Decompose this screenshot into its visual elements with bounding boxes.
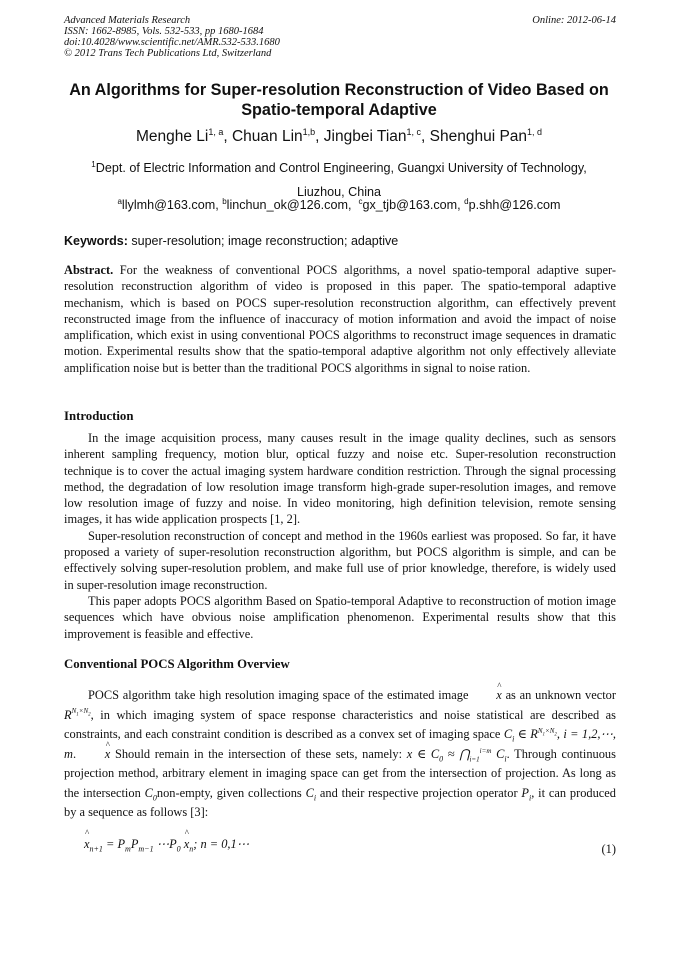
author-sup: 1, c	[406, 126, 422, 137]
r-space-symbol: $R^{N_1\times N_2}$	[64, 707, 91, 722]
c0-symbol: $C_0$	[144, 785, 157, 802]
author-name: Jingbei Tian	[323, 128, 407, 145]
abstract-text: For the weakness of conventional POCS algorithms, a novel spatio-temporal adaptive super-resolution reconstruction algorithm of video is proposed in this paper. The spatio-temporal adaptive mechanism, which is based on POCS super-resolution reconstruction algorithm, can effectively prevent reconstructed image from the influence of inaccuracy of motion information and avoid the impact of noise amplification, which exist in using conventional POCS algorithms to reconstruct image sequences in dramatic motion. Experimental results show that the spatio-temporal adaptive algorithm not only effectively alleviate amplification noise but is better than the traditional POCS algorithms in signal to noise ration.	[64, 263, 616, 375]
author-name: Shenghui Pan	[429, 128, 528, 145]
pocs-heading: Conventional POCS Algorithm Overview	[64, 657, 290, 671]
email-list: $^a$llylmh@163.com, $^b$linchun_ok@126.com, $^c$gx_tjb@163.com, $^d$p.shh@126.com	[117, 196, 561, 212]
journal-name: Advanced Materials Research	[64, 15, 191, 26]
pocs-body: POCS algorithm take high resolution imaging space of the estimated image ^ x as an unknown vector $R^{N_1\times N_2}$, in which imaging system of space response characteristics and noise statistical are described as constraints, and each constraint condition is described as a convex set of imaging space $C_i$ ∈ $R^{N_1\times N_2}$, i = 1,2,⋯, m. ^ x Should remain in the intersection of these sets, namely: x ∈ $C_0$ ≈ $⋂_{i=1}^{i=m}$ $C_i$. Through continuous projection method, arbitrary element in imaging space can get from the intersection of projection. As long as the intersection $C_0non$-empty, given collections $C_i$ and their respective projection operator $P_i$, it can produced by a sequence as follows [3]:	[64, 686, 616, 823]
keywords-label: Keywords:	[64, 234, 128, 248]
constraint-set-formula: $C_i$ ∈ $R^{N_1\times N_2}$, i = 1,2,⋯, m	[64, 726, 616, 761]
journal-header	[64, 15, 616, 59]
email-address: llylmh@163.com	[121, 198, 216, 212]
author-list: Menghe Li$^{1, a}$, Chuan Lin$^{1,b}$, Jingbei Tian$^{1, c}$, Shenghui Pan$^{1, d}$	[135, 126, 543, 145]
email-address: p.shh@126.com	[468, 198, 561, 212]
keywords-text: super-resolution; image reconstruction; adaptive	[131, 234, 399, 248]
online-date: Online: 2012-06-14	[532, 15, 616, 26]
x-hat-symbol: ^ x	[472, 686, 502, 706]
doi-line: doi:10.4028/www.scientific.net/AMR.532-533.1680	[64, 37, 280, 48]
pocs-sentence-3: , in which imaging system of space response characteristics and noise statistical are described as constraints, and each constraint condition is described as a convex set of imaging space	[64, 707, 616, 741]
email-sup: a	[117, 196, 122, 206]
email-address: linchun_ok@126.com	[226, 198, 348, 212]
intro-paragraph-2: Super-resolution reconstruction of concept and method in the 1960s earliest was proposed. So far, it have proposed a variety of super-resolution reconstruction algorithm, but POCS algorithm is simple, and can be effectively solving super-resolution problem, and make full use of prior knowledge, therefore, is widely used in super-resolution image reconstruction.	[64, 528, 616, 592]
pocs-sentence-1: POCS algorithm take high resolution imaging space of the estimated image	[88, 688, 469, 702]
pocs-sentence-7: and their respective projection operator	[319, 785, 518, 800]
pocs-sentence-8: , it can produced by a sequence as follows [3]:	[64, 785, 617, 819]
intersection-formula: x ∈ $C_0$ ≈ $⋂_{i=1}^{i=m}$ $C_i$	[406, 746, 507, 763]
copyright-line: © 2012 Trans Tech Publications Ltd, Switzerland	[64, 48, 272, 59]
equation-1	[84, 836, 616, 856]
abstract	[64, 262, 616, 376]
pocs-sentence-5: Through continuous projection method, arbitrary element in imaging space can get from the intersection of projection. As long as the intersection	[64, 746, 616, 800]
pocs-sentence-6: non-empty, given collections	[156, 785, 302, 800]
ci-symbol: $C_i$	[305, 785, 317, 802]
intro-paragraph-1: In the image acquisition process, many causes result in the image quality declines, such as sensors inherent sampling frequency, motion blur, optical fuzzy and noise etc. Super-resolution reconstruction technique is to cover the actual imaging system hardware condition restriction. Through the signal processing method, the degradation of low resolution image transform high-grade super-resolution images, and remove low resolution image of fuzzy and noise. In video monitoring, high definition television, remote sensing images, it has wide application prospects [1, 2].	[64, 431, 616, 527]
author-sup: 1,b	[302, 126, 316, 137]
keywords	[64, 234, 616, 248]
email-address: gx_tjb@163.com	[362, 198, 458, 212]
title-line-1: An Algorithms for Super-resolution Reconstruction of Video Based on	[69, 81, 609, 99]
issn-line: ISSN: 1662-8985, Vols. 532-533, pp 1680-1684	[64, 26, 264, 37]
pocs-sentence-4: Should remain in the intersection of these sets, namely:	[114, 746, 403, 761]
affiliation-sup: 1	[91, 159, 96, 169]
intro-paragraph-3: This paper adopts POCS algorithm Based on Spatio-temporal Adaptive to reconstruction of motion image sequences which have obvious noise amplification phenomenon. Experimental results show that this improvement is feasible and effective.	[64, 593, 616, 641]
email-sup: c	[358, 196, 363, 206]
equation-number: (1)	[601, 842, 616, 856]
author-name: Chuan Lin	[231, 128, 303, 145]
abstract-label: Abstract.	[64, 263, 114, 277]
introduction-heading: Introduction	[64, 409, 134, 423]
introduction-body	[64, 430, 616, 642]
x-hat-symbol: ^ x	[81, 745, 111, 765]
affiliation-line-2: Liuzhou, China	[296, 185, 382, 199]
equation-1-formula: ^ $x_{n+1} = P_mP_{m-1}$ $\cdots P_0$ ^ $x_n$; n = 0,1⋯	[84, 837, 249, 851]
affiliation-line-1: Dept. of Electric Information and Control Engineering, Guangxi University of Technology,	[95, 161, 587, 175]
email-sup: d	[464, 196, 469, 206]
author-sup: 1, a	[208, 126, 224, 137]
author-sup: 1, d	[527, 126, 543, 137]
email-sup: b	[222, 196, 227, 206]
paper-title	[40, 80, 638, 120]
pi-symbol: $P_i$	[521, 785, 532, 802]
title-line-2: Spatio-temporal Adaptive	[241, 101, 437, 119]
pocs-sentence-2: as an unknown vector	[505, 688, 616, 702]
affiliation	[40, 156, 638, 204]
author-name: Menghe Li	[135, 128, 209, 145]
